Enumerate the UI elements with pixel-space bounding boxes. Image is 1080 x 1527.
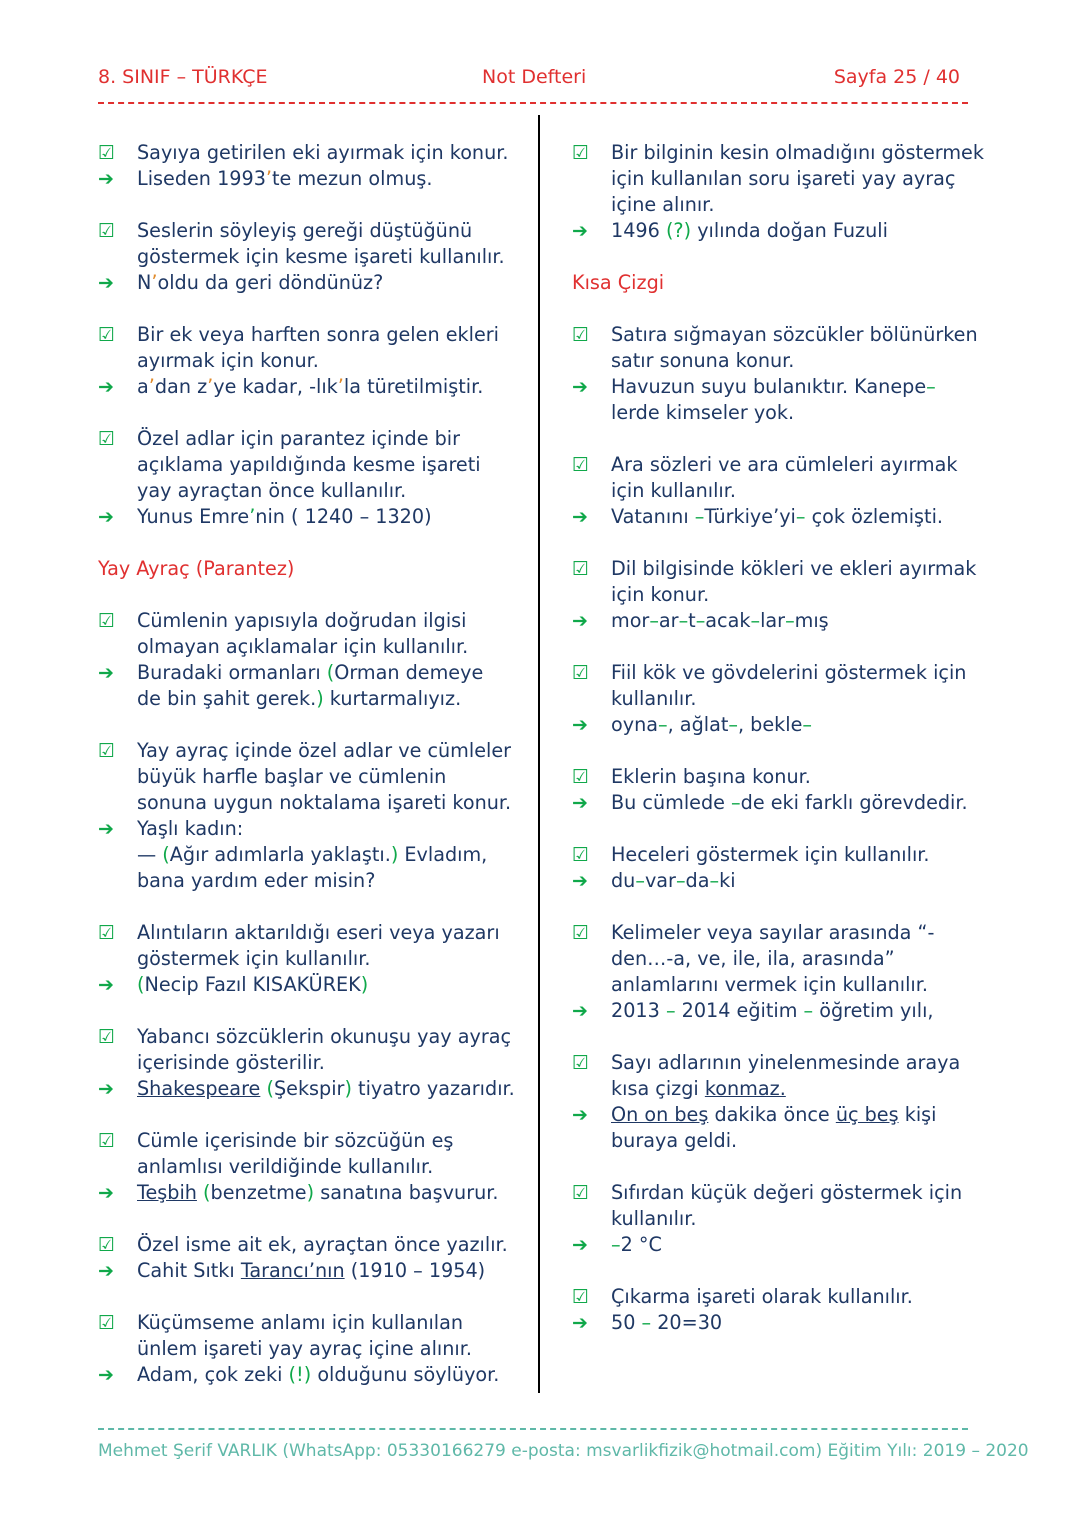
checkbox-icon: ☑ bbox=[572, 844, 590, 866]
header-notebook-title: Not Defteri bbox=[482, 66, 587, 88]
example-text: On on beş dakika önce üç beş kişi bbox=[611, 1103, 937, 1126]
arrow-right-icon: ➔ bbox=[572, 1104, 588, 1126]
rule-text: Eklerin başına konur. bbox=[611, 765, 811, 788]
checkbox-icon: ☑ bbox=[98, 1312, 116, 1334]
rule-text: için konur. bbox=[611, 583, 710, 606]
rule-text: kısa çizgi konmaz. bbox=[611, 1077, 786, 1100]
page-footer: Mehmet Şerif VARLIK (WhatsApp: 05330166279 e-posta: msvarlikfizik@hotmail.com) Eğitim Yılı: 2019 – 2020 bbox=[98, 1441, 1029, 1461]
column-divider bbox=[538, 115, 540, 1393]
rule-text: Alıntıların aktarıldığı eseri veya yazarı bbox=[137, 921, 500, 944]
arrow-right-icon: ➔ bbox=[572, 220, 588, 242]
rule-text: Fiil kök ve gövdelerini göstermek için bbox=[611, 661, 967, 684]
rule-block bbox=[572, 556, 992, 634]
rule-text: için kullanılan soru işareti yay ayraç bbox=[611, 167, 956, 190]
rule-text: den…-a, ve, ile, ila, arasında” bbox=[611, 947, 895, 970]
rule-text: yay ayraçtan önce kullanılır. bbox=[137, 479, 407, 502]
example-text: lerde kimseler yok. bbox=[611, 401, 795, 424]
example-text: de bin şahit gerek.) kurtarmalıyız. bbox=[137, 687, 462, 710]
example-text: N’oldu da geri döndünüz? bbox=[137, 271, 384, 294]
rule-block bbox=[98, 738, 528, 894]
arrow-right-icon: ➔ bbox=[572, 1000, 588, 1022]
rule-block bbox=[98, 218, 528, 296]
section-heading-yay-ayrac: Yay Ayraç (Parantez) bbox=[98, 557, 295, 580]
rule-text: sonuna uygun noktalama işareti konur. bbox=[137, 791, 512, 814]
arrow-right-icon: ➔ bbox=[98, 168, 114, 190]
checkbox-icon: ☑ bbox=[572, 454, 590, 476]
arrow-right-icon: ➔ bbox=[98, 1364, 114, 1386]
checkbox-icon: ☑ bbox=[572, 1286, 590, 1308]
right-column bbox=[572, 140, 992, 1362]
rule-block bbox=[98, 1024, 528, 1102]
rule-text: anlamlısı verildiğinde kullanılır. bbox=[137, 1155, 434, 1178]
rule-block bbox=[98, 608, 528, 712]
checkbox-icon: ☑ bbox=[98, 142, 116, 164]
checkbox-icon: ☑ bbox=[572, 558, 590, 580]
example-text: Yaşlı kadın: bbox=[137, 817, 244, 840]
example-text: 1496 (?) yılında doğan Fuzuli bbox=[611, 219, 888, 242]
rule-block bbox=[572, 452, 992, 530]
rule-text: açıklama yapıldığında kesme işareti bbox=[137, 453, 481, 476]
rule-block bbox=[98, 920, 528, 998]
rule-text: satır sonuna konur. bbox=[611, 349, 795, 372]
arrow-right-icon: ➔ bbox=[572, 506, 588, 528]
rule-text: Çıkarma işareti olarak kullanılır. bbox=[611, 1285, 913, 1308]
example-text: 2013 – 2014 eğitim – öğretim yılı, bbox=[611, 999, 934, 1022]
rule-block bbox=[572, 140, 992, 244]
rule-block bbox=[572, 660, 992, 738]
example-text: Vatanını –Türkiye’yi– çok özlemişti. bbox=[611, 505, 944, 528]
checkbox-icon: ☑ bbox=[98, 610, 116, 632]
rule-text: için kullanılır. bbox=[611, 479, 736, 502]
rule-text: Heceleri göstermek için kullanılır. bbox=[611, 843, 930, 866]
rule-text: büyük harfle başlar ve cümlenin bbox=[137, 765, 447, 788]
header-divider bbox=[98, 102, 968, 104]
arrow-right-icon: ➔ bbox=[572, 1234, 588, 1256]
example-text: Shakespeare (Şekspir) tiyatro yazarıdır. bbox=[137, 1077, 515, 1100]
rule-text: göstermek için kullanılır. bbox=[137, 947, 371, 970]
rule-text: Yay ayraç içinde özel adlar ve cümleler bbox=[137, 739, 512, 762]
rule-block bbox=[572, 1050, 992, 1154]
arrow-right-icon: ➔ bbox=[572, 1312, 588, 1334]
rule-block bbox=[98, 322, 528, 400]
rule-text: ayırmak için konur. bbox=[137, 349, 319, 372]
rule-block bbox=[98, 426, 528, 530]
arrow-right-icon: ➔ bbox=[98, 662, 114, 684]
rule-text: Cümlenin yapısıyla doğrudan ilgisi bbox=[137, 609, 467, 632]
example-text: –2 °C bbox=[611, 1233, 662, 1256]
checkbox-icon: ☑ bbox=[98, 324, 116, 346]
rule-block bbox=[98, 140, 528, 192]
rule-text: kullanılır. bbox=[611, 1207, 697, 1230]
example-text: bana yardım eder misin? bbox=[137, 869, 376, 892]
arrow-right-icon: ➔ bbox=[572, 792, 588, 814]
rule-text: Sıfırdan küçük değeri göstermek için bbox=[611, 1181, 963, 1204]
rule-block bbox=[572, 1180, 992, 1258]
checkbox-icon: ☑ bbox=[572, 1052, 590, 1074]
arrow-right-icon: ➔ bbox=[98, 1078, 114, 1100]
rule-text: kullanılır. bbox=[611, 687, 697, 710]
rule-text: Satıra sığmayan sözcükler bölünürken bbox=[611, 323, 978, 346]
arrow-right-icon: ➔ bbox=[98, 1182, 114, 1204]
checkbox-icon: ☑ bbox=[572, 766, 590, 788]
example-text: Buradaki ormanları (Orman demeye bbox=[137, 661, 484, 684]
checkbox-icon: ☑ bbox=[98, 922, 116, 944]
rule-text: olmayan açıklamalar için kullanılır. bbox=[137, 635, 469, 658]
checkbox-icon: ☑ bbox=[98, 740, 116, 762]
rule-block bbox=[98, 1310, 528, 1388]
rule-text: Sayı adlarının yinelenmesinde araya bbox=[611, 1051, 961, 1074]
left-column bbox=[98, 140, 528, 1414]
checkbox-icon: ☑ bbox=[572, 324, 590, 346]
example-text: — (Ağır adımlarla yaklaştı.) Evladım, bbox=[137, 843, 488, 866]
example-text: buraya geldi. bbox=[611, 1129, 738, 1152]
checkbox-icon: ☑ bbox=[98, 1130, 116, 1152]
arrow-right-icon: ➔ bbox=[98, 1260, 114, 1282]
footer-divider bbox=[98, 1428, 968, 1430]
rule-block bbox=[572, 322, 992, 426]
arrow-right-icon: ➔ bbox=[98, 272, 114, 294]
rule-block bbox=[572, 920, 992, 1024]
arrow-right-icon: ➔ bbox=[572, 714, 588, 736]
rule-block bbox=[572, 1284, 992, 1336]
arrow-right-icon: ➔ bbox=[572, 870, 588, 892]
checkbox-icon: ☑ bbox=[98, 220, 116, 242]
rule-text: Yabancı sözcüklerin okunuşu yay ayraç bbox=[137, 1025, 512, 1048]
arrow-right-icon: ➔ bbox=[572, 376, 588, 398]
rule-text: Özel isme ait ek, ayraçtan önce yazılır. bbox=[137, 1233, 508, 1256]
checkbox-icon: ☑ bbox=[98, 1234, 116, 1256]
arrow-right-icon: ➔ bbox=[572, 610, 588, 632]
rule-text: Küçümseme anlamı için kullanılan bbox=[137, 1311, 464, 1334]
section-heading-kisa-cizgi: Kısa Çizgi bbox=[572, 271, 665, 294]
rule-text: ünlem işareti yay ayraç içine alınır. bbox=[137, 1337, 472, 1360]
example-text: Bu cümlede –de eki farklı görevdedir. bbox=[611, 791, 968, 814]
checkbox-icon: ☑ bbox=[98, 428, 116, 450]
page-header bbox=[98, 66, 968, 92]
rule-text: Seslerin söyleyiş gereği düştüğünü bbox=[137, 219, 473, 242]
rule-block bbox=[98, 1232, 528, 1284]
header-page-number: Sayfa 25 / 40 bbox=[833, 66, 960, 88]
rule-text: Sayıya getirilen eki ayırmak için konur. bbox=[137, 141, 509, 164]
arrow-right-icon: ➔ bbox=[98, 818, 114, 840]
checkbox-icon: ☑ bbox=[98, 1026, 116, 1048]
rule-block bbox=[572, 764, 992, 816]
rule-text: Bir ek veya harften sonra gelen ekleri bbox=[137, 323, 499, 346]
checkbox-icon: ☑ bbox=[572, 1182, 590, 1204]
example-text: (Necip Fazıl KISAKÜREK) bbox=[137, 973, 369, 996]
checkbox-icon: ☑ bbox=[572, 142, 590, 164]
rule-block bbox=[572, 842, 992, 894]
checkbox-icon: ☑ bbox=[572, 662, 590, 684]
example-text: oyna–, ağlat–, bekle– bbox=[611, 713, 812, 736]
rule-text: içine alınır. bbox=[611, 193, 715, 216]
example-text: 50 – 20=30 bbox=[611, 1311, 723, 1334]
rule-text: Dil bilgisinde kökleri ve ekleri ayırmak bbox=[611, 557, 977, 580]
example-text: Teşbih (benzetme) sanatına başvurur. bbox=[137, 1181, 499, 1204]
rule-text: göstermek için kesme işareti kullanılır. bbox=[137, 245, 505, 268]
rule-text: içerisinde gösterilir. bbox=[137, 1051, 325, 1074]
rule-text: Bir bilginin kesin olmadığını göstermek bbox=[611, 141, 984, 164]
checkbox-icon: ☑ bbox=[572, 922, 590, 944]
example-text: du–var–da–ki bbox=[611, 869, 736, 892]
example-text: Adam, çok zeki (!) olduğunu söylüyor. bbox=[137, 1363, 500, 1386]
rule-text: anlamlarını vermek için kullanılır. bbox=[611, 973, 928, 996]
example-text: Cahit Sıtkı Tarancı’nın (1910 – 1954) bbox=[137, 1259, 486, 1282]
example-text: Liseden 1993’te mezun olmuş. bbox=[137, 167, 433, 190]
example-text: Yunus Emre’nin ( 1240 – 1320) bbox=[137, 505, 432, 528]
example-text: a’dan z’ye kadar, -lık’la türetilmiştir. bbox=[137, 375, 484, 398]
arrow-right-icon: ➔ bbox=[98, 376, 114, 398]
header-class-subject: 8. SINIF – TÜRKÇE bbox=[98, 66, 268, 88]
example-text: mor–ar–t–acak–lar–mış bbox=[611, 609, 829, 632]
example-text: Havuzun suyu bulanıktır. Kanepe– bbox=[611, 375, 936, 398]
rule-text: Kelimeler veya sayılar arasında “- bbox=[611, 921, 935, 944]
arrow-right-icon: ➔ bbox=[98, 506, 114, 528]
arrow-right-icon: ➔ bbox=[98, 974, 114, 996]
rule-text: Özel adlar için parantez içinde bir bbox=[137, 427, 460, 450]
rule-text: Ara sözleri ve ara cümleleri ayırmak bbox=[611, 453, 958, 476]
rule-block bbox=[98, 1128, 528, 1206]
rule-text: Cümle içerisinde bir sözcüğün eş bbox=[137, 1129, 454, 1152]
